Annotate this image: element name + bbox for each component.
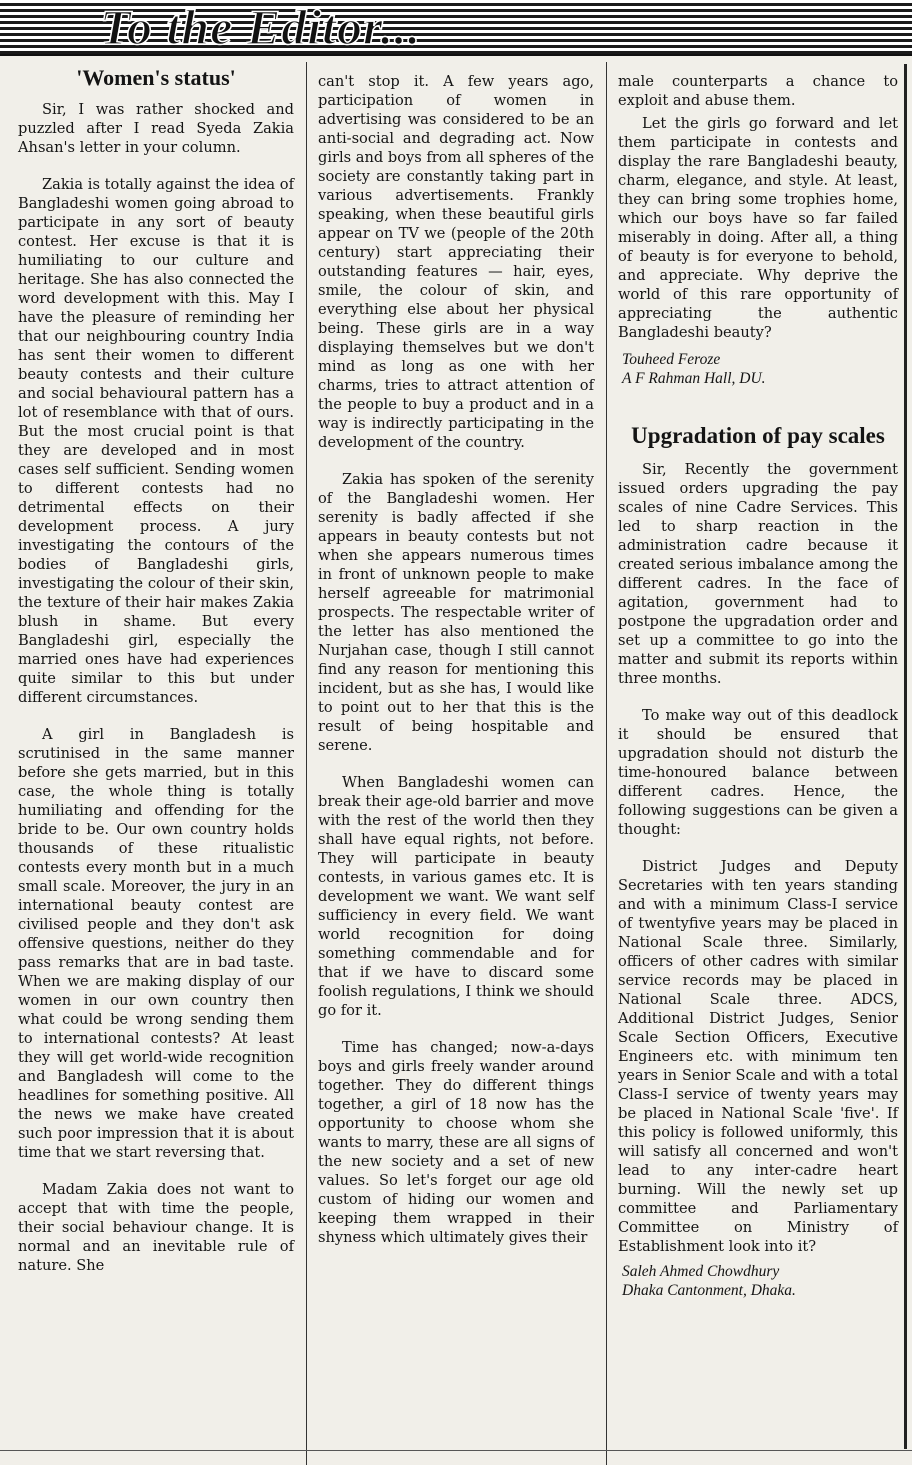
- column-1: [18, 66, 294, 1293]
- bottom-rule: [0, 1450, 912, 1451]
- banner: [0, 0, 912, 56]
- paragraph: Let the girls go forward and let them participate in contests and display the rare Bangladeshi beauty, charm, elegance, and style. At least, they can bring some trophies home, which our boys have so far failed miserably in doing. After all, a thing of beauty is for everyone to behold, and appreciate. Why deprive the world of this rare opportunity of appreciating the authentic Bangladeshi beauty?: [618, 115, 898, 341]
- letter-heading: Upgradation of pay scales: [631, 423, 885, 448]
- column-divider: [306, 62, 307, 1465]
- column-divider: [606, 62, 607, 1465]
- right-border: [904, 64, 907, 1449]
- paragraph: To make way out of this deadlock it should be ensured that upgradation should not disturb the time-honoured balance between different cadres. Hence, the following suggestions can be given a thought:: [618, 707, 898, 838]
- signature-block: [618, 350, 898, 388]
- signature-place: A F Rahman Hall, DU.: [622, 370, 766, 387]
- column-3: [618, 72, 898, 1300]
- paragraph: Sir, I was rather shocked and puzzled after I read Syeda Zakia Ahsan's letter in your column.: [18, 101, 294, 156]
- paragraph: Madam Zakia does not want to accept that with time the people, their social behaviour change. It is normal and an inevitable rule of nature. She: [18, 1181, 294, 1274]
- signature-place: Dhaka Cantonment, Dhaka.: [622, 1282, 796, 1299]
- column-2: [318, 72, 594, 1265]
- paragraph: Sir, Recently the government issued orders upgrading the pay scales of nine Cadre Services. This led to sharp reaction in the administration cadre because it created serious imbalance among the different cadres. In the face of agitation, government had to postpone the upgradation order and set up a committee to go into the matter and submit its reports within three months.: [618, 461, 898, 687]
- paragraph: A girl in Bangladesh is scrutinised in the same manner before she gets married, but in this case, the whole thing is totally humiliating and offending for the bride to be. Our own country holds thousands of these ritualistic contests every month but in a much small scale. Moreover, the jury in an international beauty contest are civilised people and they don't ask offensive questions, neither do they pass remarks that are in bad taste. When we are making display of our women in our own country then what could be wrong sending them to international contests? At least they will get world-wide recognition and Bangladesh will come to the headlines for something positive. All the news we make have created such poor impression that it is about time that we start reversing that.: [18, 726, 294, 1161]
- paragraph: When Bangladeshi women can break their age-old barrier and move with the rest of the world then they shall have equal rights, not before. They will participate in beauty contests, in various games etc. It is development we want. We want self sufficiency in every field. We want world recognition for doing something commendable and for that if we have to discard some foolish regulations, I think we should go for it.: [318, 774, 594, 1019]
- paragraph: Zakia is totally against the idea of Bangladeshi women going abroad to participate in any sort of beauty contest. Her excuse is that it is humiliating to our culture and heritage. She has also connected the word development with this. May I have the pleasure of reminding her that our neighbouring country India has sent their women to different beauty contests and their culture and social behavioural pattern has a lot of resemblance with that of ours. But the most crucial point is that they are developed and in most cases self sufficient. Sending women to different contests had no detrimental effects on their development process. A jury investigating the contours of the bodies of Bangladeshi girls, investigating the colour of their skin, the texture of their hair makes Zakia blush in shame. But every Bangladeshi girl, especially the married ones have had experiences quite similar to this but under different circumstances.: [18, 176, 294, 706]
- letter-heading: 'Women's status': [76, 65, 236, 90]
- signature-name: Touheed Feroze: [622, 351, 721, 368]
- paragraph: can't stop it. A few years ago, participation of women in advertising was considered to be an anti-social and degrading act. Now girls and boys from all spheres of the society are constantly taking part in various advertisements. Frankly speaking, when these beautiful girls appear on TV we (people of the 20th century) start appreciating their outstanding features — hair, eyes, smile, the colour of skin, and everything else about her physical being. These girls are in a way displaying themselves but we don't mind as long as one with her charms, tries to attract attention of the people to buy a product and in a way is indirectly participating in the development of the country.: [318, 73, 595, 451]
- signature-block: [618, 1262, 898, 1300]
- paragraph: male counterparts a chance to exploit and abuse them.: [618, 73, 898, 109]
- paragraph: Time has changed; now-a-days boys and girls freely wander around together. They do different things together, a girl of 18 now has the opportunity to choose whom she wants to marry, these are all signs of the new society and a set of new values. So let's forget our age old custom of hiding our women and keeping them wrapped in their shyness which ultimately gives their: [318, 1039, 594, 1246]
- banner-title: To the Editor...: [100, 0, 422, 55]
- paragraph: District Judges and Deputy Secretaries with ten years standing and with a minimum Class-I service of twentyfive years may be placed in National Scale three. Similarly, officers of other cadres with similar service records may be placed in National Scale three. ADCS, Additional District Judges, Senior Scale Section Officers, Executive Engineers etc. with minimum ten years in Senior Scale and with a total Class-I service of twenty years may be placed in National Scale 'five'. If this policy is followed uniformly, this will satisfy all concerned and won't lead to any inter-cadre heart burning. Will the newly set up committee and Parliamentary Committee on Ministry of Establishment look into it?: [618, 858, 898, 1255]
- paragraph: Zakia has spoken of the serenity of the Bangladeshi women. Her serenity is badly affected if she appears in beauty contests but not when she appears numerous times in front of unknown people to make herself agreeable for matrimonial prospects. The respectable writer of the letter has also mentioned the Nurjahan case, though I still cannot find any reason for mentioning this incident, but as she has, I would like to point out to her that this is the result of being hospitable and serene.: [318, 471, 594, 754]
- signature-name: Saleh Ahmed Chowdhury: [622, 1263, 780, 1280]
